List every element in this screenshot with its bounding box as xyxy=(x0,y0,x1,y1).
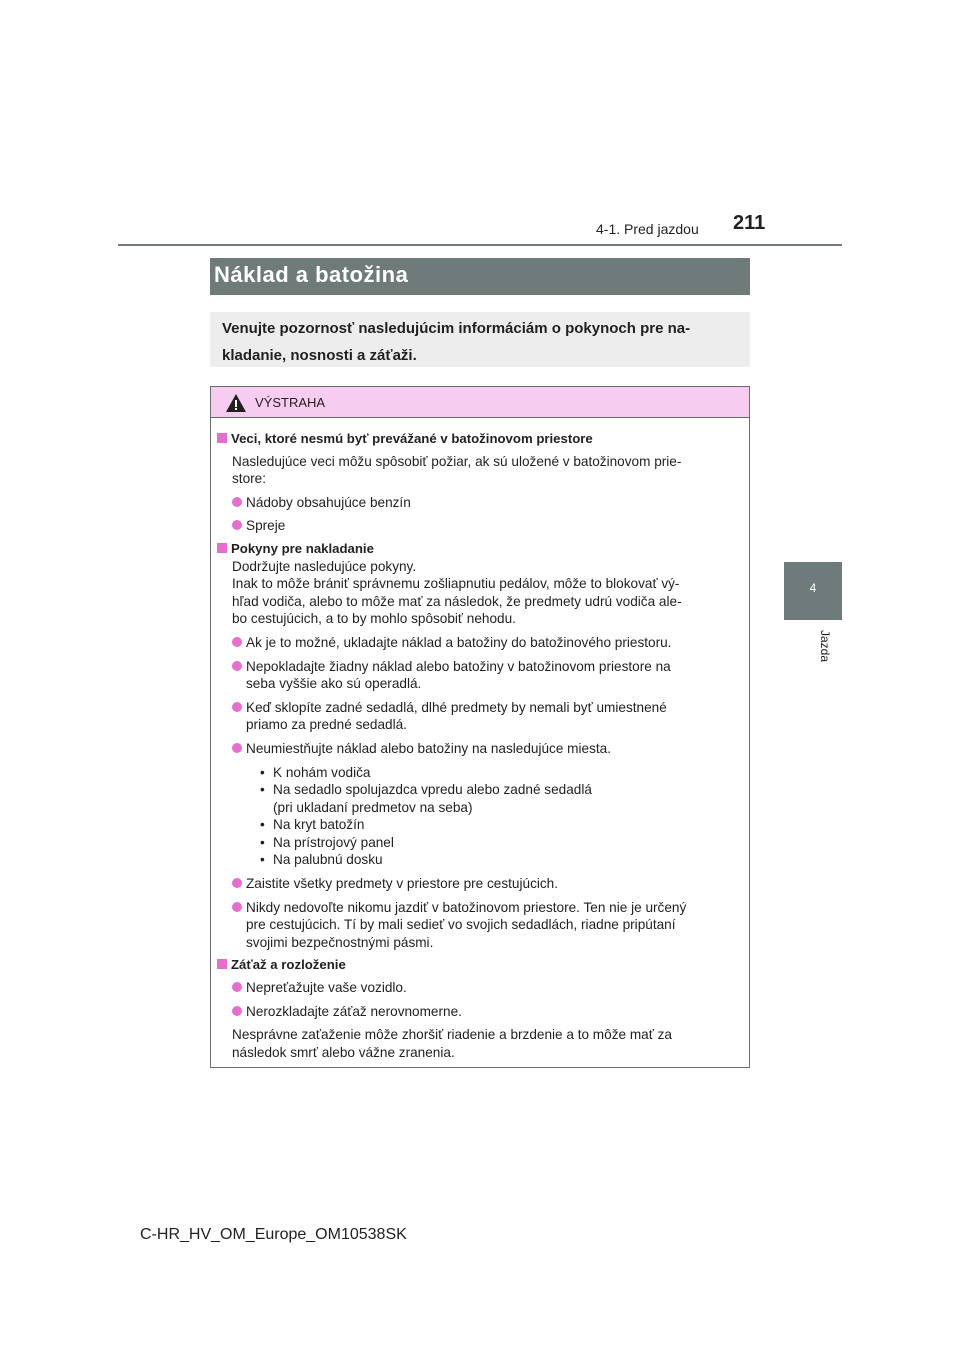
text-line: následok smrť alebo vážne zranenia. xyxy=(232,1044,455,1060)
square-bullet-icon xyxy=(217,959,227,969)
text-line: Nasledujúce veci môžu spôsobiť požiar, ak sú uložené v batožinovom prie- xyxy=(232,453,682,469)
dot-bullet-icon xyxy=(232,497,242,507)
text-line: bo cestujúcich, a to by mohlo spôsobiť nehodu. xyxy=(232,611,516,627)
chapter-tab xyxy=(784,562,842,620)
section-heading-text: Pokyny pre nakladanie xyxy=(231,540,374,556)
dot-bullet-icon xyxy=(232,1006,242,1016)
list-item xyxy=(216,517,741,535)
text-line: Nesprávne zaťaženie môže zhoršiť riadenie a brzdenie a to môže mať za xyxy=(232,1027,672,1043)
list-item xyxy=(216,634,741,652)
list-item-text: Zaistite všetky predmety v priestore pre cestujúcich. xyxy=(246,876,559,892)
list-item-text xyxy=(246,899,741,952)
text-line: Nikdy nedovoľte nikomu jazdiť v batožinovom priestore. Ten nie je určený xyxy=(246,899,687,915)
page-number: 211 xyxy=(733,212,766,234)
list-item xyxy=(216,658,741,693)
sub-bullet: • xyxy=(260,764,265,780)
sub-bullet: • xyxy=(260,782,265,798)
paragraph xyxy=(216,558,741,628)
list-item xyxy=(216,494,741,512)
intro-line: Venujte pozornosť nasledujúcim informáciám o pokynoch pre na- xyxy=(222,320,691,337)
text-line: hľad vodiča, alebo to môže mať za následok, že predmety udrú vodiča ale- xyxy=(232,593,682,609)
sub-list-text: K nohám vodiča xyxy=(273,764,371,780)
list-item xyxy=(216,1003,741,1021)
list-item xyxy=(216,875,741,893)
section-reference: 4-1. Pred jazdou xyxy=(596,221,699,237)
square-bullet-icon xyxy=(217,543,227,553)
warning-triangle-icon xyxy=(225,393,247,413)
chapter-number: 4 xyxy=(809,581,817,595)
text-line: pre cestujúcich. Tí by mali sedieť vo svojich sedadlách, riadne pripútaní xyxy=(246,917,676,933)
list-item xyxy=(216,899,741,952)
dot-bullet-icon xyxy=(232,702,242,712)
sub-list-text: Na sedadlo spolujazdca vpredu alebo zadné sedadlá xyxy=(273,782,592,798)
sub-bullet: • xyxy=(260,834,265,850)
dot-bullet-icon xyxy=(232,743,242,753)
chapter-label: Jazda xyxy=(818,630,832,663)
text-line: store: xyxy=(232,471,266,487)
list-item-text: Nerozkladajte záťaž nerovnomerne. xyxy=(246,1003,462,1019)
list-item-text: Ak je to možné, ukladajte náklad a batožiny do batožinového priestoru. xyxy=(246,634,672,650)
sub-list-item xyxy=(216,816,741,834)
sub-list xyxy=(216,764,741,870)
section-heading xyxy=(216,956,741,974)
header-rule xyxy=(118,244,842,246)
dot-bullet-icon xyxy=(232,902,242,912)
sub-list-continuation: (pri ukladaní predmetov na seba) xyxy=(273,799,473,815)
list-item xyxy=(216,979,741,997)
sub-bullet: • xyxy=(260,852,265,868)
sub-list-text: Na palubnú dosku xyxy=(273,852,383,868)
sub-list-text: Na kryt batožín xyxy=(273,817,365,833)
sub-list-text: Na prístrojový panel xyxy=(273,834,394,850)
text-line: Dodržujte nasledujúce pokyny. xyxy=(232,558,417,574)
warning-header xyxy=(211,387,749,418)
dot-bullet-icon xyxy=(232,878,242,888)
text-line: Inak to môže brániť správnemu zošliapnutiu pedálov, môže to blokovať vý- xyxy=(232,576,680,592)
dot-bullet-icon xyxy=(232,637,242,647)
sub-list-item xyxy=(216,834,741,852)
intro-line: kladanie, nosnosti a záťaži. xyxy=(222,347,417,364)
dot-bullet-icon xyxy=(232,982,242,992)
list-item-text: Nádoby obsahujúce benzín xyxy=(246,494,411,510)
list-item xyxy=(216,740,741,758)
section-heading xyxy=(216,430,741,448)
page-title: Náklad a batožina xyxy=(210,258,750,295)
text-line: priamo za predné sedadlá. xyxy=(246,717,407,733)
warning-box xyxy=(210,386,750,1068)
text-line: Keď sklopíte zadné sedadlá, dlhé predmety by nemali byť umiestnené xyxy=(246,699,667,715)
text-line: svojimi bezpečnostnými pásmi. xyxy=(246,934,434,950)
text-line: seba vyššie ako sú operadlá. xyxy=(246,676,422,692)
intro-box xyxy=(210,312,750,367)
footer-document-id: C-HR_HV_OM_Europe_OM10538SK xyxy=(140,1226,407,1243)
paragraph xyxy=(216,1026,741,1061)
list-item-text xyxy=(246,658,741,693)
list-item xyxy=(216,699,741,734)
sub-bullet: • xyxy=(260,817,265,833)
list-item-text: Nepreťažujte vaše vozidlo. xyxy=(246,980,407,996)
sub-list-item xyxy=(216,851,741,869)
warning-label: VÝSTRAHA xyxy=(255,395,326,410)
list-item-text xyxy=(246,699,741,734)
text-line: Nepokladajte žiadny náklad alebo batožiny v batožinovom priestore na xyxy=(246,658,671,674)
list-item-text: Neumiestňujte náklad alebo batožiny na nasledujúce miesta. xyxy=(246,740,611,756)
sub-list-item xyxy=(216,764,741,782)
list-item-text: Spreje xyxy=(246,518,286,534)
dot-bullet-icon xyxy=(232,520,242,530)
sub-list-item xyxy=(216,781,741,799)
section-heading-text: Veci, ktoré nesmú byť prevážané v batožinovom priestore xyxy=(231,431,593,446)
warning-body xyxy=(211,418,749,1061)
paragraph xyxy=(216,453,741,488)
square-bullet-icon xyxy=(217,433,227,443)
section-heading xyxy=(216,540,741,558)
dot-bullet-icon xyxy=(232,661,242,671)
section-heading-text: Záťaž a rozloženie xyxy=(231,957,346,973)
